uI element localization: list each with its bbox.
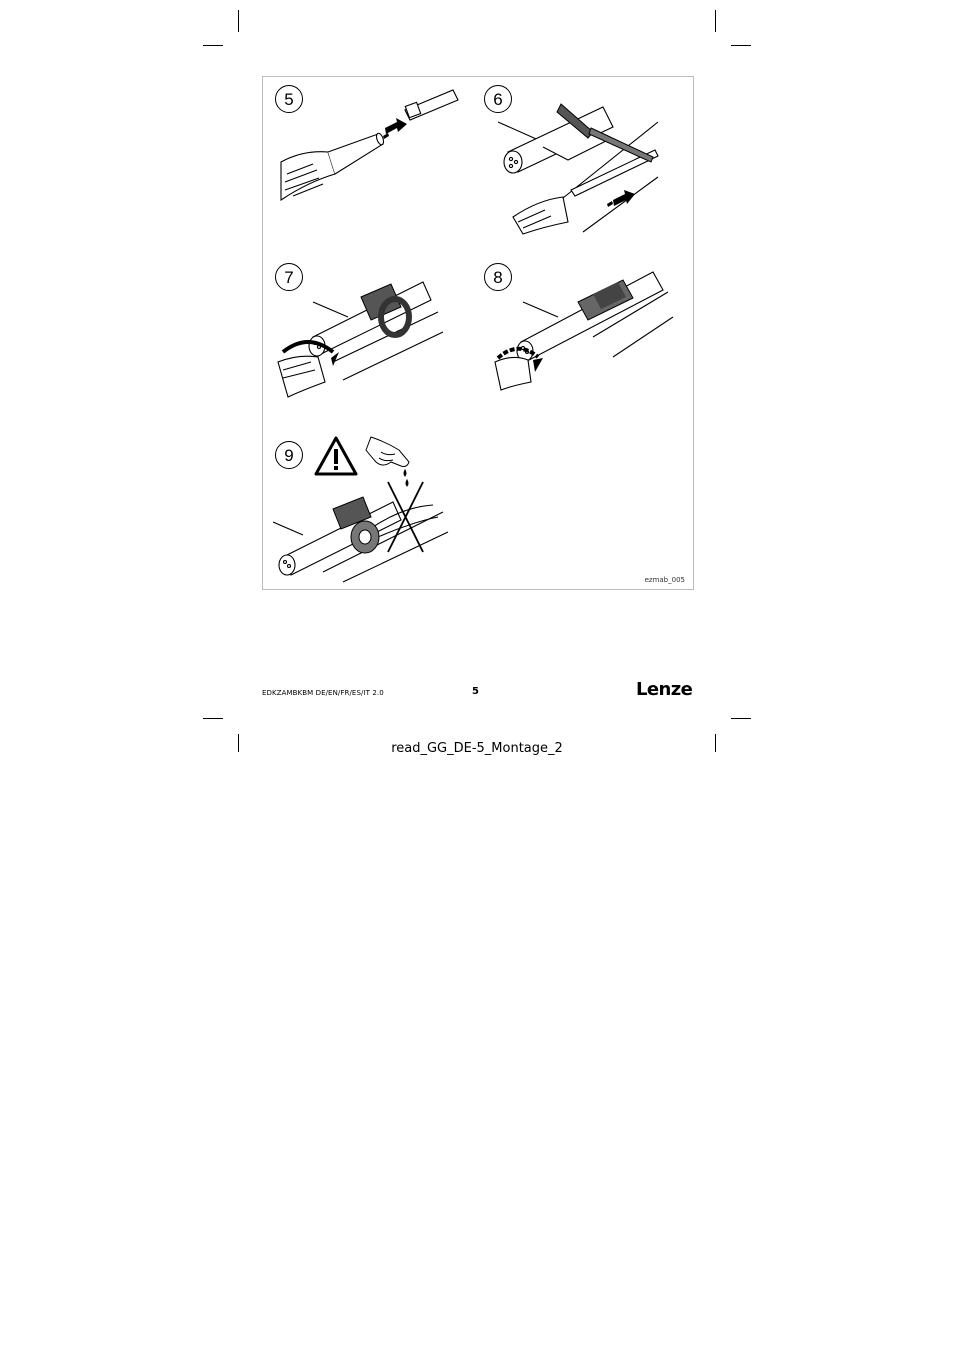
step-badge-5: 5 [275,85,303,113]
illustration-step-5 [273,82,473,222]
illustration-step-6 [483,82,688,242]
page-number: 5 [472,686,479,697]
figure-frame [262,76,694,590]
crop-mark [731,45,751,46]
illustration-step-9 [273,477,463,587]
file-caption: read_GG_DE-5_Montage_2 [391,741,563,756]
step-badge-9: 9 [275,441,303,469]
crop-mark [203,45,223,46]
illustration-step-8 [483,262,688,412]
step-badge-7: 7 [275,263,303,291]
document-code: EDKZAMBKBM DE/EN/FR/ES/IT 2.0 [262,689,384,697]
brand-logo: Lenze [636,679,693,700]
figure-id: ezmab_005 [644,576,685,584]
crop-mark [238,10,239,32]
crop-mark [715,10,716,32]
crop-mark [731,718,751,719]
warning-triangle-icon [313,435,359,477]
step-badge-6: 6 [484,85,512,113]
illustration-step-7 [273,262,473,412]
step-badge-8: 8 [484,263,512,291]
crop-mark [203,718,223,719]
